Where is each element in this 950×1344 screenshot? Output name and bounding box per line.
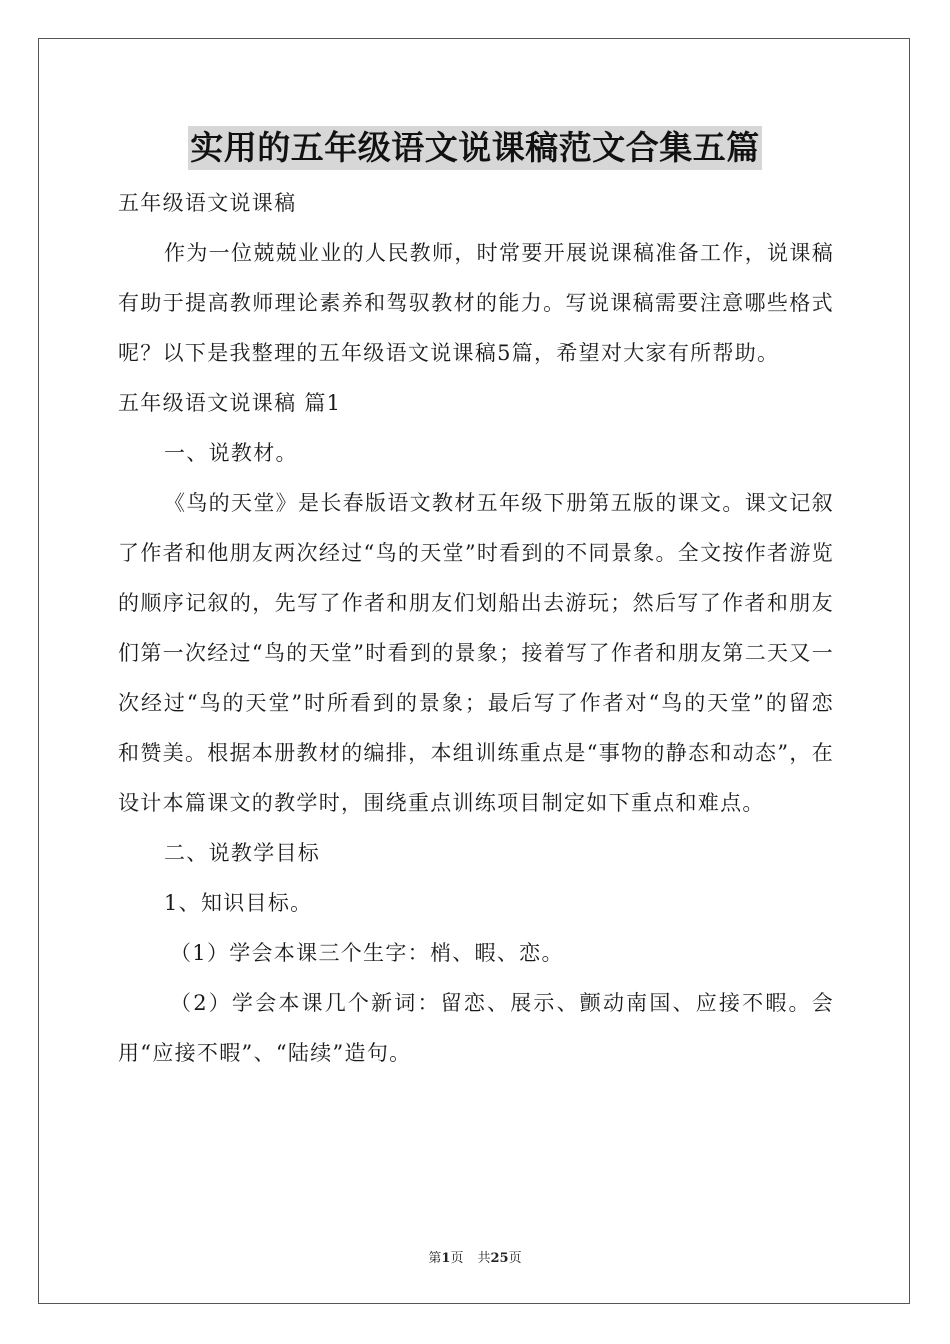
title-container xyxy=(0,126,950,170)
footer-total-prefix: 共 xyxy=(477,1251,491,1266)
document-body xyxy=(118,178,834,1078)
footer-page-number: 1 xyxy=(441,1251,451,1266)
section-1-title: 一、说教材。 xyxy=(164,441,298,465)
footer-total-suffix: 页 xyxy=(508,1251,522,1266)
footer-total-pages: 25 xyxy=(490,1251,509,1266)
page-footer xyxy=(0,1247,950,1266)
footer-page-suffix: 页 xyxy=(450,1251,464,1266)
goal-1-title: 1、知识目标。 xyxy=(164,891,313,915)
heading-section: 五年级语文说课稿 xyxy=(118,191,297,215)
document-title: 实用的五年级语文说课稿范文合集五篇 xyxy=(188,126,762,170)
goal-1-item-2: （2）学会本课几个新词：留恋、展示、颤动南国、应接不暇。会用“应接不暇”、“陆续”造句。 xyxy=(118,991,834,1065)
footer-page-prefix: 第 xyxy=(428,1251,442,1266)
goal-1-item-1: （1）学会本课三个生字：梢、暇、恋。 xyxy=(170,941,564,965)
section-1-body: 《鸟的天堂》是长春版语文教材五年级下册第五版的课文。课文记叙了作者和他朋友两次经过“鸟的天堂”时看到的不同景象。全文按作者游览的顺序记叙的，先写了作者和朋友们划船出去游玩；然后写了作者和朋友们第一次经过“鸟的天堂”时看到的景象；接着写了作者和朋友第二天又一次经过“鸟的天堂”时所看到的景象；最后写了作者对“鸟的天堂”的留恋和赞美。根据本册教材的编排，本组训练重点是“事物的静态和动态”，在设计本篇课文的教学时，围绕重点训练项目制定如下重点和难点。 xyxy=(118,491,834,815)
intro-paragraph: 作为一位兢兢业业的人民教师，时常要开展说课稿准备工作，说课稿有助于提高教师理论素养和驾驭教材的能力。写说课稿需要注意哪些格式呢？以下是我整理的五年级语文说课稿5篇，希望对大家有所帮助。 xyxy=(118,241,834,365)
heading-part-1: 五年级语文说课稿 篇1 xyxy=(118,391,342,415)
section-2-title: 二、说教学目标 xyxy=(164,841,321,865)
